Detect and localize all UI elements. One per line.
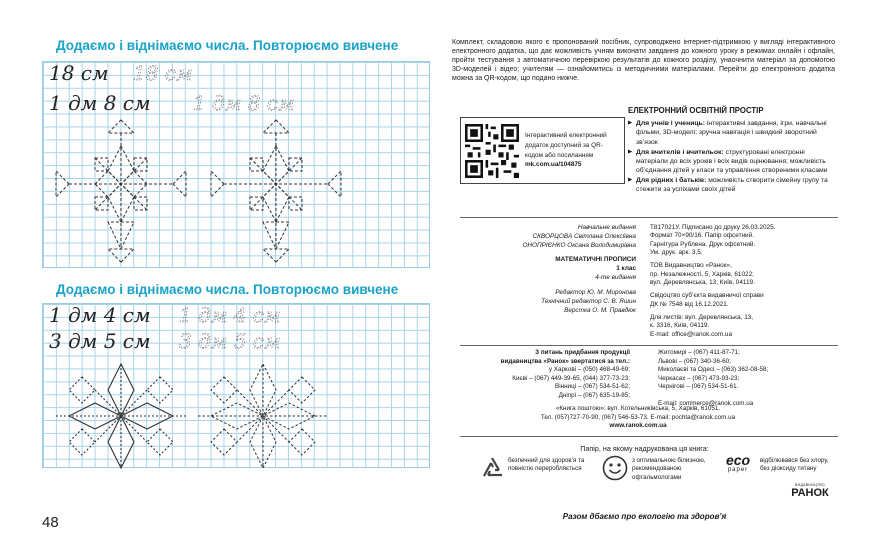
sample-writing: 1 дм 4 см xyxy=(49,304,151,327)
e-space-title: ЕЛЕКТРОННИЙ ОСВІТНІЙ ПРОСТІР xyxy=(628,106,764,115)
grid-bottom-drawing xyxy=(43,304,431,469)
trace-writing: 3 дм 5 см xyxy=(179,329,281,353)
contacts-bottom: «Книга поштою»: вул. Котельниківська, 5, Харків, 61051. Тел. (057)727-70-90, (067) 546-53-73. E-mail: pochta@ranok.com.ua www.ranok.com.ua xyxy=(528,405,748,431)
eco-title: Папір, на якому надрукована ця книга: xyxy=(580,444,709,453)
divider xyxy=(460,217,838,218)
imprint-page xyxy=(452,0,837,553)
grid-top-drawing xyxy=(43,62,431,269)
e-space-item: ▶ Для вчителів і вчительок: структуровані електронні матеріали до всіх уроків і всіх видів оцінювання; можливість об’єднання дітей у класи та управління створеними класами xyxy=(628,148,838,176)
page-number: 48 xyxy=(42,514,59,531)
sample-writing: 18 см xyxy=(49,62,109,85)
qr-text: Інтерактивний електронний додаток доступний за QR-кодом або посиланням xyxy=(525,132,607,159)
dashed-star-pattern xyxy=(56,120,186,262)
trace-writing: 1 дм 4 см xyxy=(179,304,281,327)
e-space-block xyxy=(628,106,838,196)
grid-area-bottom xyxy=(42,303,430,468)
website-link[interactable]: www.ranok.com.ua xyxy=(609,422,667,430)
imprint-left: Навчальне видання СКВОРЦОВА Світлана Олексіївна ОНОПРІЄНКО Оксана Володимирівна МАТЕМАТИЧНІ ПРОПИСИ 1 клас 4-те видання Редактор Ю. М. Миронова Технічний редактор С. В. Яшин Верстка О. М. Правдюк xyxy=(522,224,636,314)
qr-code-icon[interactable] xyxy=(465,124,519,178)
e-space-item: ▶ Для рідних і батьків: можливість створити сімейну групу та стежити за успіхами своїх дітей xyxy=(628,176,838,194)
snowflake-pattern xyxy=(56,364,186,468)
eco-text-2: з оптимальною білизною, рекомендованою офтальмологами xyxy=(632,457,706,481)
contacts-left: З питань придбання продукції видавництва «Ранок» звертатися за тел.: у Харкові – (050) 468-49-69; Києві – (067) 449-39-65, (044) 377-73-23; Вінниці – (067) 534-51-62; Дніпрі – (067) 635-19-85; xyxy=(500,349,630,399)
imprint-right: Т817021У. Підписано до друку 26.03.2025. Формат 70×90/16. Папір офсетний. Гарнітура Рублена. Друк офсетний. Ум. друк. арк. 3,5. ТОВ Видавництво «Ранок», пр. Незалежності, 5, Харків, 61022; вул. Деревлянська, 13, Київ, 04119. Свідоцтво суб’єкта видавничої справи ДК № 7548 від 16.12.2021. Для листів: вул. Деревлянська, 13, к. 3316, Київ, 04119. E-mail: office@ranok.com.ua xyxy=(650,224,776,338)
recycle-icon xyxy=(478,455,506,483)
intro-paragraph: Комплект, складовою якого є пропонований посібник, супроводжено інтернет-підтримкою у вигляді інтерактивного електронного додатка, що дає можливість учням виконати завдання до кожного уроку в режимах онлайн і офлайн, пройти тестування з автоматичною перевіркою результатів до кожного розділу, унаочнити матеріал за допомогою 3D-моделей і відео; учителям — ознайомитись із методичними матеріалами. Перейти до електронного додатка можна за QR-кодом, що подано нижче. xyxy=(452,39,835,83)
qr-link[interactable]: mk.com.ua/104875 xyxy=(525,161,582,169)
section-heading-top: Додаємо і віднімаємо числа. Повторюємо вивчене xyxy=(56,38,399,53)
e-space-item: ▶ Для учнів і учениць: інтерактивні завдання, ігри, навчальні фільми, 3D-моделі; зручна навігація і швидкий зворотний зв’язок xyxy=(628,119,838,147)
eco-paper-logo: eco paper xyxy=(725,452,751,473)
smile-icon xyxy=(602,455,628,481)
qr-caption xyxy=(525,131,620,169)
sample-writing: 1 дм 8 см xyxy=(49,91,151,115)
publisher-logo: ВИДАВНИЦТВО РАНОК xyxy=(791,483,829,499)
dashed-star-pattern xyxy=(211,120,341,262)
eco-row xyxy=(476,452,831,485)
eco-slogan: Разом дбаємо про екологію та здоров’я xyxy=(562,512,727,521)
eco-text-3: відбілювався без хлору, без діоксиду титану xyxy=(760,457,829,473)
trace-writing: 18 см xyxy=(133,62,193,85)
qr-box[interactable] xyxy=(460,117,625,184)
sample-writing: 3 дм 5 см xyxy=(49,329,151,353)
eco-text-1: безпечний для здоров’я та повністю переробляється xyxy=(508,457,585,473)
contacts-right: Житомирі – (067) 411-87-71; Львові – (067) 340-36-60; Миколаєві та Одесі – (063) 362-08-58; Черкасах – (067) 473-93-23; Чернігові – (067) 534-51-61. E-mail: commerce@ranok.com.ua xyxy=(658,349,838,408)
grid-area-top xyxy=(42,61,430,268)
divider xyxy=(460,345,838,346)
trace-writing: 1 дм 8 см xyxy=(193,91,295,115)
snowflake-pattern xyxy=(198,364,328,468)
email-link[interactable]: E-mail: commerce@ranok.com.ua xyxy=(658,399,754,407)
section-heading-bottom: Додаємо і віднімаємо числа. Повторюємо вивчене xyxy=(56,282,399,297)
divider xyxy=(460,436,838,437)
